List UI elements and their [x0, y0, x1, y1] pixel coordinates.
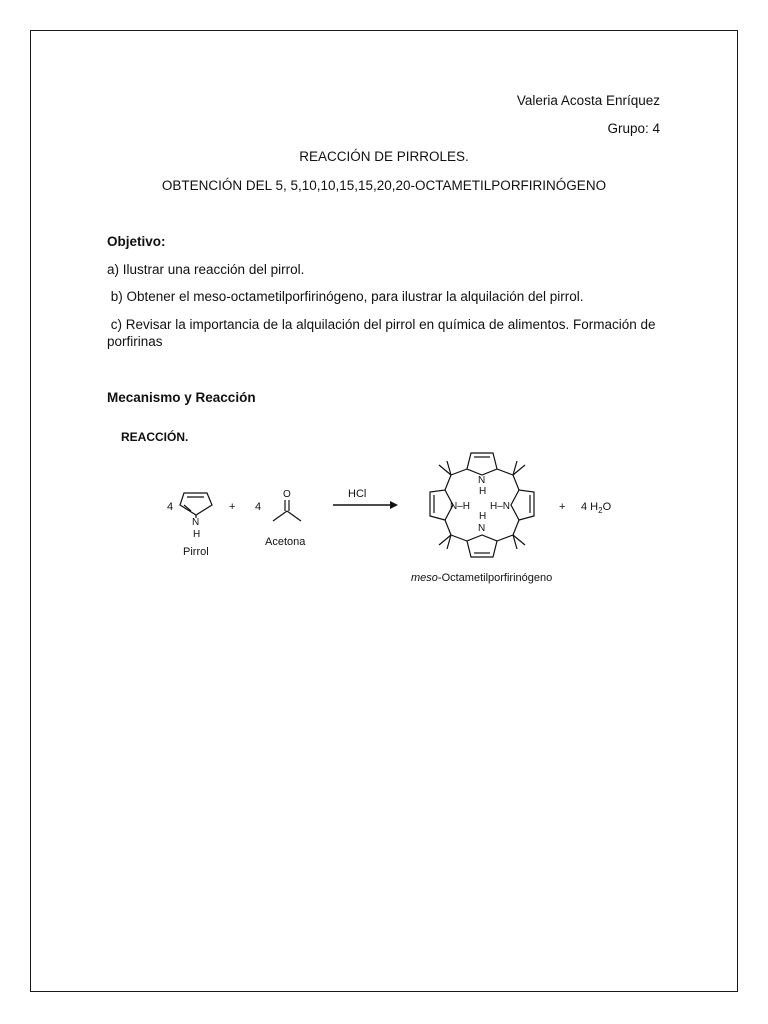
reaction-arrow — [333, 501, 398, 509]
pyrrole-structure — [180, 493, 212, 518]
plus-sign-2: + — [559, 501, 566, 513]
mechanism-heading: Mecanismo y Reacción — [107, 390, 256, 405]
product-label: meso-Octametilporfirinógeno — [411, 572, 553, 584]
bottom-h-atom: H — [479, 511, 487, 522]
group-label: Grupo: 4 — [607, 121, 660, 136]
pyrrole-n-atom: N — [192, 517, 200, 528]
top-n-atom: N — [478, 475, 486, 486]
acetone-o-atom: O — [283, 489, 291, 500]
title-line-1: REACCIÓN DE PIRROLES. — [299, 149, 469, 164]
objective-heading: Objetivo: — [107, 234, 166, 249]
objective-item-b: b) Obtener el meso-octametilporfirinógeno, para ilustrar la alquilación del pirrol. — [107, 289, 584, 304]
plus-sign-1: + — [229, 501, 236, 513]
right-hn-label: H–N — [490, 501, 511, 512]
acetone-label: Acetona — [265, 536, 306, 548]
left-nh-label: N–H — [450, 501, 471, 512]
pyrrole-coefficient: 4 — [167, 501, 174, 513]
acetone-coefficient: 4 — [255, 501, 262, 513]
author-name: Valeria Acosta Enríquez — [516, 93, 660, 108]
acetone-structure — [273, 500, 301, 521]
reaction-label: REACCIÓN. — [121, 430, 189, 444]
bottom-n-atom: N — [478, 523, 486, 534]
reaction-scheme — [105, 425, 665, 595]
pyrrole-h-atom: H — [193, 529, 201, 540]
pyrrole-label: Pirrol — [183, 546, 209, 558]
reagent-label: HCl — [348, 488, 367, 500]
porphyrinogen-structure — [430, 453, 534, 557]
title-line-2: OBTENCIÓN DEL 5, 5,10,10,15,15,20,20-OCTAMETILPORFIRINÓGENO — [161, 178, 607, 193]
objective-item-a: a) Ilustrar una reacción del pirrol. — [107, 262, 305, 277]
top-h-atom: H — [479, 486, 487, 497]
objective-item-c: c) Revisar la importancia de la alquilación del pirrol en química de alimentos. Formación de porfirinas — [107, 317, 660, 349]
water-byproduct: 4 $H_2O$ — [581, 501, 612, 515]
